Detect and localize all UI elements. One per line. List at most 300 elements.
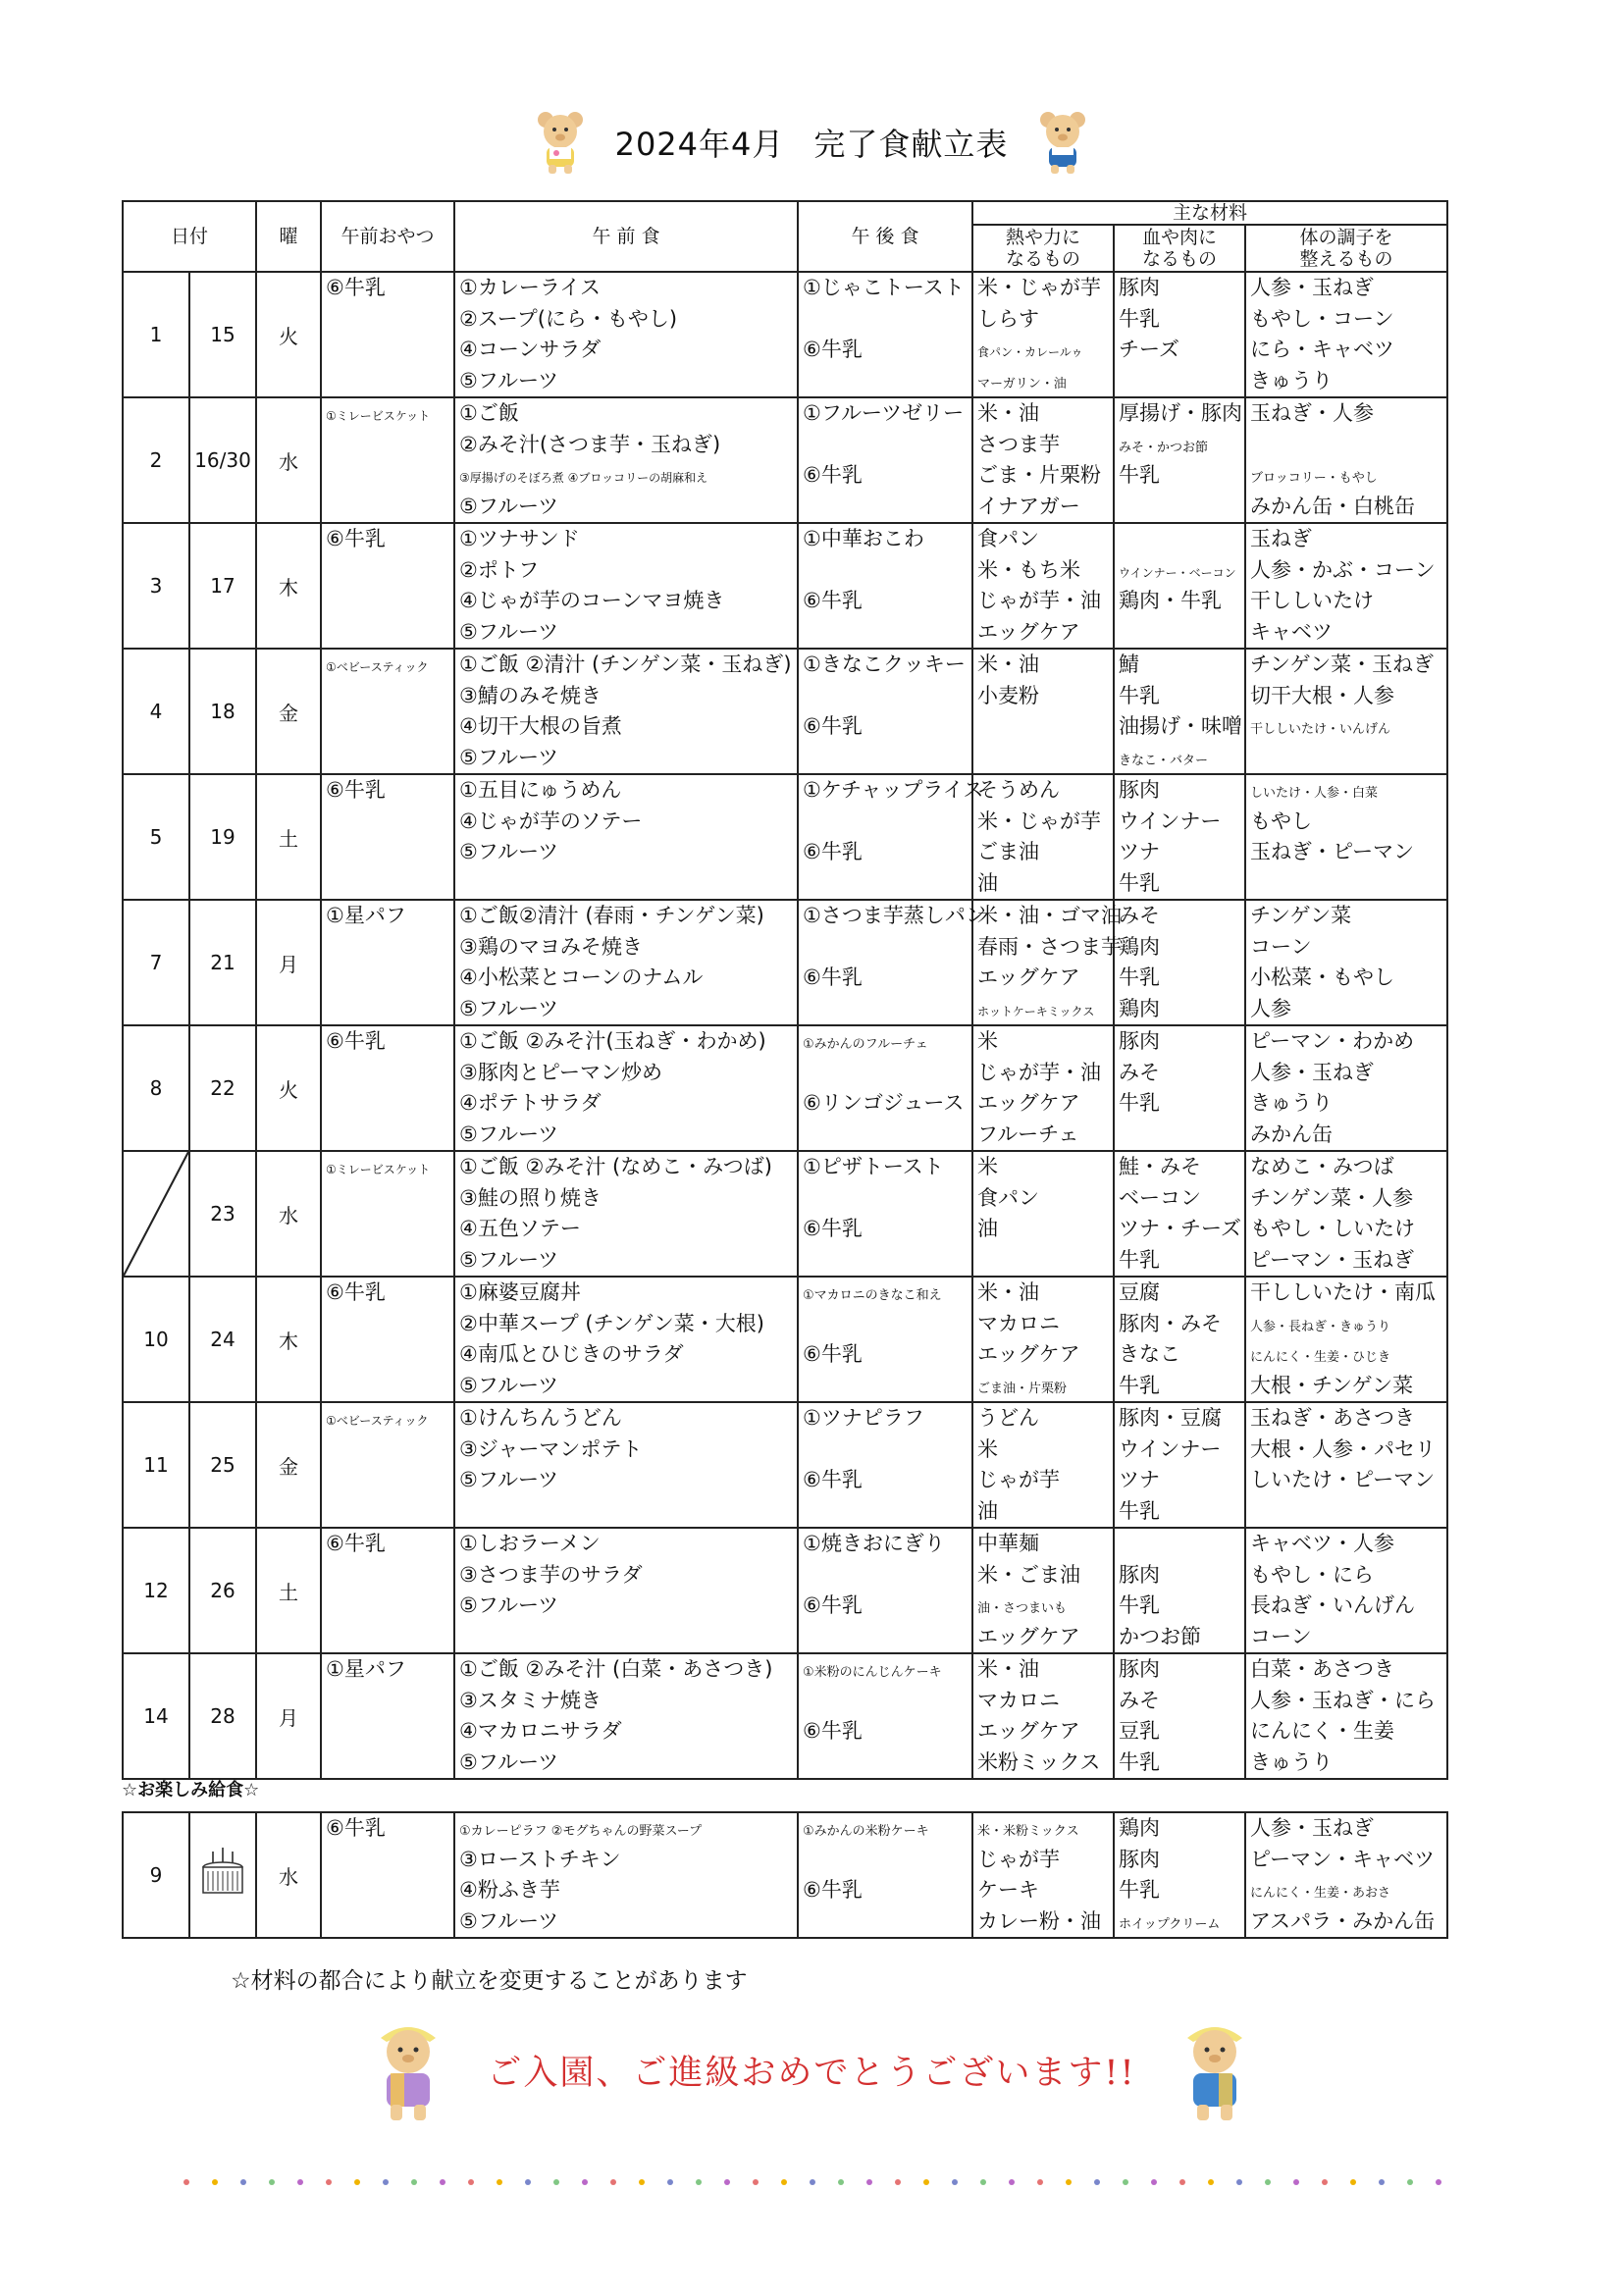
row-pm-meal: [798, 272, 972, 397]
decorative-dot: [895, 2179, 901, 2185]
cell-line: [803, 1435, 968, 1466]
cell-line: 干ししいたけ・いんげん: [1250, 722, 1391, 737]
cell-line: [1119, 617, 1240, 649]
cell-line: 米・ごま油: [977, 1562, 1081, 1587]
cell-line: ⑥牛乳: [803, 1878, 863, 1902]
cell-line: ③豚肉とピーマン炒め: [459, 1060, 663, 1084]
cell-line: 長ねぎ・いんげん: [1250, 1593, 1416, 1617]
row-body: [1245, 1151, 1447, 1277]
row-am-meal: [454, 900, 798, 1025]
decorative-dot: [1179, 2179, 1185, 2185]
cell-line: ウインナー・ベーコン: [1119, 565, 1236, 580]
row-weekday: 水: [256, 397, 321, 523]
cell-line: ホイップクリーム: [1119, 1916, 1221, 1932]
row-number: 14: [123, 1653, 189, 1779]
cell-line: 米粉ミックス: [977, 1749, 1101, 1774]
cell-line: ⑥牛乳: [326, 276, 386, 299]
cell-line: [803, 1183, 968, 1215]
menu-table: [122, 200, 1448, 1780]
cell-line: [1119, 524, 1240, 555]
header-am-meal: 午 前 食: [454, 201, 798, 272]
cell-line: [803, 681, 968, 712]
cell-line: ①カレーライス: [459, 276, 602, 299]
cell-line: 牛乳: [1119, 463, 1161, 487]
cell-line: 鮭・みそ: [1119, 1155, 1202, 1178]
row-blood: [1114, 523, 1245, 649]
cell-line: もやし・にら: [1250, 1562, 1375, 1587]
row-date: 28: [189, 1653, 256, 1779]
row-blood: [1114, 272, 1245, 397]
cell-line: 牛乳: [1119, 965, 1161, 989]
header-date: 日付: [123, 201, 256, 272]
decorative-dot-border: [177, 2176, 1452, 2188]
cell-line: [1119, 366, 1240, 397]
cell-line: 豚肉: [1119, 1029, 1161, 1053]
decorative-dot: [1436, 2179, 1441, 2185]
decorative-dot: [468, 2179, 474, 2185]
cell-line: 豚肉: [1119, 276, 1161, 299]
cell-line: ⑥牛乳: [326, 1280, 386, 1304]
decorative-dot: [411, 2179, 417, 2185]
row-weekday: 木: [256, 523, 321, 649]
special-blood: [1114, 1812, 1245, 1938]
cell-line: 牛乳: [1119, 1091, 1161, 1115]
cell-line: エッグケア: [977, 619, 1080, 644]
cell-line: 干ししいたけ: [1250, 589, 1375, 612]
row-energy: [972, 1151, 1114, 1277]
decorative-dot: [383, 2179, 389, 2185]
row-energy: [972, 523, 1114, 649]
row-weekday: 火: [256, 1025, 321, 1151]
cell-line: ⑥牛乳: [803, 840, 863, 863]
cell-line: ①中華おこわ: [803, 527, 924, 550]
cell-line: ピーマン・わかめ: [1250, 1029, 1415, 1053]
page-title: [615, 120, 1009, 165]
cell-line: 玉ねぎ: [1250, 527, 1313, 550]
decorative-dot: [1066, 2179, 1072, 2185]
row-energy: [972, 272, 1114, 397]
cell-line: 牛乳: [1119, 306, 1161, 331]
cell-line: ツナ: [1119, 1468, 1161, 1491]
cell-line: [803, 1309, 968, 1340]
decorative-dot: [781, 2179, 787, 2185]
row-weekday: 土: [256, 1528, 321, 1653]
cell-line: ①ピザトースト: [803, 1155, 944, 1178]
decorative-dot: [1094, 2179, 1100, 2185]
cell-line: 鶏肉: [1119, 934, 1161, 959]
cell-line: 人参・かぶ・コーン: [1250, 557, 1436, 582]
decorative-dot: [1208, 2179, 1214, 2185]
cell-line: ①さつま芋蒸しパン: [803, 904, 986, 927]
cell-line: きなこ: [1119, 1342, 1181, 1366]
cell-line: ①じゃこトースト: [803, 276, 965, 299]
row-number: 1: [123, 272, 189, 397]
teddy-bear-icon: [533, 110, 588, 175]
cell-line: 鯖: [1119, 652, 1140, 676]
cell-line: ⑥牛乳: [803, 1342, 863, 1366]
special-lunch-table: [122, 1811, 1448, 1939]
cell-line: ①星パフ: [326, 1657, 406, 1681]
cell-line: ①ご飯 ②みそ汁(玉ねぎ・わかめ): [459, 1029, 766, 1053]
row-date: 25: [189, 1402, 256, 1528]
cell-line: エッグケア: [977, 1624, 1080, 1648]
header-body: 体の調子を 整えるもの: [1245, 225, 1447, 272]
cell-line: ②みそ汁(さつま芋・玉ねぎ): [459, 432, 721, 456]
cell-line: さつま芋: [977, 432, 1061, 456]
cell-line: チーズ: [1119, 338, 1179, 361]
cell-line: 米・油: [977, 401, 1040, 425]
cell-line: ②中華スープ (チンゲン菜・大根): [459, 1311, 764, 1335]
cell-line: なめこ・みつば: [1250, 1155, 1394, 1178]
cell-line: うどん: [977, 1406, 1040, 1430]
row-date: 15: [189, 272, 256, 397]
cell-line: [1119, 1120, 1240, 1151]
decorative-dot: [838, 2179, 844, 2185]
cell-line: じゃが芋・油: [977, 1060, 1102, 1084]
cell-line: ⑥牛乳: [326, 1816, 386, 1840]
cell-line: [977, 743, 1109, 774]
row-am-snack: [321, 1653, 454, 1779]
cell-line: 食パン・カレールゥ: [977, 345, 1083, 359]
cell-line: [1250, 430, 1442, 461]
cell-line: ④小松菜とコーンのナムル: [459, 965, 704, 989]
row-am-meal: [454, 523, 798, 649]
decorative-dot: [326, 2179, 332, 2185]
decorative-dot: [696, 2179, 702, 2185]
cell-line: みかん缶: [1250, 1122, 1334, 1146]
cell-line: 人参: [1250, 996, 1292, 1020]
cell-line: みそ・かつお節: [1119, 440, 1209, 455]
cell-line: コーン: [1250, 934, 1312, 959]
menu-row: [123, 1653, 1447, 1779]
cell-line: 油: [977, 1217, 999, 1240]
cell-line: ①ケチャップライス: [803, 778, 984, 802]
header-energy: 熱や力に なるもの: [972, 225, 1114, 272]
cell-line: [803, 1560, 968, 1592]
row-am-meal: [454, 774, 798, 900]
row-blood: [1114, 1151, 1245, 1277]
diagonal-slash: [124, 1152, 188, 1276]
row-weekday: 水: [256, 1151, 321, 1277]
row-number: 12: [123, 1528, 189, 1653]
cell-line: 食パン: [977, 527, 1040, 550]
cell-line: 牛乳: [1119, 1498, 1161, 1523]
cell-line: ①ベビースティック: [326, 1414, 429, 1428]
row-pm-meal: [798, 1528, 972, 1653]
cell-line: ⑤フルーツ: [459, 1247, 559, 1272]
cell-line: 玉ねぎ・あさつき: [1250, 1406, 1416, 1430]
cell-line: ①ミレービスケット: [326, 409, 431, 423]
cell-line: [977, 711, 1109, 743]
row-blood: [1114, 1025, 1245, 1151]
cell-line: ①ご飯 ②みそ汁 (白菜・あさつき): [459, 1657, 773, 1681]
row-am-meal: [454, 1528, 798, 1653]
cell-line: ⑤フルーツ: [459, 494, 559, 518]
cell-line: [803, 1906, 968, 1938]
cell-line: カレー粉・油: [977, 1908, 1101, 1933]
row-energy: [972, 1528, 1114, 1653]
cell-line: 米・もち米: [977, 557, 1081, 582]
cell-line: ③鶏のマヨみそ焼き: [459, 934, 643, 959]
cell-line: もやし・コーン: [1250, 306, 1394, 331]
row-body: [1245, 397, 1447, 523]
cell-line: じゃが芋: [977, 1468, 1061, 1491]
row-date: 23: [189, 1151, 256, 1277]
cell-line: ①麻婆豆腐丼: [459, 1280, 581, 1304]
header-pm-meal: 午 後 食: [798, 201, 972, 272]
row-blood: [1114, 397, 1245, 523]
cell-line: [803, 868, 968, 900]
row-energy: [972, 1277, 1114, 1402]
row-am-meal: [454, 397, 798, 523]
cell-line: 油揚げ・味噌: [1119, 714, 1243, 738]
row-am-meal: [454, 649, 798, 774]
row-energy: [972, 774, 1114, 900]
cell-line: ツナ・チーズ: [1119, 1217, 1241, 1240]
row-body: [1245, 1402, 1447, 1528]
cell-line: ④五色ソテー: [459, 1217, 581, 1240]
row-number: 8: [123, 1025, 189, 1151]
cell-line: マカロニ: [977, 1311, 1061, 1335]
decorative-dot: [183, 2179, 189, 2185]
cell-line: 切干大根・人参: [1250, 683, 1395, 707]
menu-row: [123, 1402, 1447, 1528]
cell-line: [803, 1845, 968, 1876]
row-pm-meal: [798, 774, 984, 900]
cell-line: [803, 492, 968, 523]
menu-row: [123, 774, 1447, 900]
decorative-dot: [1009, 2179, 1015, 2185]
row-pm-meal: [798, 900, 986, 1025]
decorative-dot: [639, 2179, 645, 2185]
row-pm-meal: [798, 397, 972, 523]
row-number: 4: [123, 649, 189, 774]
cell-line: 厚揚げ・豚肉: [1119, 401, 1243, 425]
cell-line: 人参・玉ねぎ: [1250, 276, 1375, 299]
cell-line: ⑥牛乳: [326, 527, 386, 550]
row-weekday: 月: [256, 1653, 321, 1779]
cell-line: ⑥牛乳: [803, 1468, 863, 1491]
special-no: 9: [123, 1812, 189, 1938]
cell-line: 牛乳: [1119, 1247, 1161, 1272]
cell-line: [803, 1371, 968, 1402]
menu-row: [123, 649, 1447, 774]
cell-line: ⑥牛乳: [803, 589, 863, 612]
cell-line: みそ: [1119, 1688, 1161, 1712]
row-pm-meal: [798, 649, 972, 774]
teddy-bear-icon: [1035, 110, 1090, 175]
special-snack: [321, 1812, 454, 1938]
cell-line: ④南瓜とひじきのサラダ: [459, 1342, 684, 1366]
decorative-dot: [1151, 2179, 1157, 2185]
cell-line: [803, 1748, 968, 1779]
decorative-dot: [240, 2179, 246, 2185]
row-pm-meal: [798, 1277, 972, 1402]
cell-line: しらす: [977, 306, 1040, 331]
row-body: [1245, 1653, 1447, 1779]
cell-line: ⑤フルーツ: [459, 996, 559, 1020]
cell-line: ①マカロニのきなこ和え: [803, 1288, 942, 1303]
row-energy: [972, 649, 1114, 774]
cell-line: ケーキ: [977, 1878, 1039, 1902]
cell-line: ①きなこクッキー: [803, 652, 966, 676]
cell-line: [803, 743, 968, 774]
cell-line: にんにく・生姜・ひじき: [1250, 1350, 1391, 1365]
row-blood: [1114, 1402, 1245, 1528]
cell-line: ①星パフ: [326, 904, 406, 927]
menu-row: [123, 1528, 1447, 1653]
cell-line: きゅうり: [1250, 1091, 1334, 1115]
special-row: [123, 1812, 1447, 1938]
row-number: [123, 1151, 189, 1277]
cell-line: ⑤フルーツ: [459, 619, 559, 644]
menu-row: [123, 523, 1447, 649]
cell-line: 豆腐: [1119, 1280, 1161, 1304]
cell-line: ⑥牛乳: [326, 1029, 386, 1053]
cell-line: 玉ねぎ・人参: [1250, 401, 1375, 425]
decorative-dot: [1322, 2179, 1328, 2185]
cell-line: ①みかんのフルーチェ: [803, 1037, 928, 1052]
cell-line: きなこ・バター: [1119, 753, 1209, 768]
cell-line: ③鯖のみそ焼き: [459, 683, 602, 707]
row-weekday: 火: [256, 272, 321, 397]
cell-line: ④じゃが芋のコーンマヨ焼き: [459, 589, 725, 612]
cell-line: 牛乳: [1119, 1749, 1161, 1774]
cell-line: 豚肉・みそ: [1119, 1311, 1223, 1335]
row-number: 5: [123, 774, 189, 900]
cell-line: ③ローストチキン: [459, 1847, 621, 1871]
cell-line: 牛乳: [1119, 1593, 1161, 1617]
cell-line: エッグケア: [977, 1342, 1080, 1366]
birthday-cake-icon: [198, 1846, 247, 1901]
cell-line: ①ご飯②清汁 (春雨・チンゲン菜): [459, 904, 764, 927]
cell-line: ⑥牛乳: [326, 1532, 386, 1555]
cell-line: 小麦粉: [977, 683, 1040, 707]
cell-line: ⑤フルーツ: [459, 1122, 559, 1146]
row-energy: [972, 397, 1114, 523]
cell-line: ②スープ(にら・もやし): [459, 306, 678, 331]
cell-line: [1119, 492, 1240, 523]
cell-line: ①けんちんうどん: [459, 1406, 622, 1430]
row-pm-meal: [798, 1402, 972, 1528]
cell-line: ⑥牛乳: [803, 463, 863, 487]
row-energy: [972, 1025, 1114, 1151]
cell-line: 米・米粉ミックス: [977, 1824, 1079, 1839]
decorative-dot: [667, 2179, 673, 2185]
menu-row: [123, 272, 1447, 397]
row-energy: [972, 1653, 1114, 1779]
teddy-bear-icon: [369, 2016, 447, 2124]
congrats-message: ご入園、ご進級おめでとうございます!!: [487, 2054, 1136, 2093]
row-am-meal: [454, 1025, 798, 1151]
cell-line: ④じゃが芋のソテー: [459, 809, 643, 833]
decorative-dot: [1407, 2179, 1413, 2185]
change-note: ☆材料の都合により献立を変更することがあります: [231, 1968, 748, 1994]
cell-line: コーン: [1250, 1624, 1312, 1648]
cell-line: ⑥牛乳: [326, 778, 386, 802]
cell-line: にら・キャベツ: [1250, 338, 1395, 361]
decorative-dot: [440, 2179, 445, 2185]
decorative-dot: [1265, 2179, 1271, 2185]
cell-line: [977, 1245, 1109, 1277]
row-am-meal: [454, 1402, 798, 1528]
cell-line: じゃが芋・油: [977, 589, 1102, 612]
cell-line: 牛乳: [1119, 1373, 1161, 1397]
cell-line: [803, 617, 968, 649]
row-blood: [1114, 1528, 1245, 1653]
cell-line: 牛乳: [1119, 683, 1161, 707]
cell-line: 食パン: [977, 1185, 1040, 1210]
cell-line: にんにく・生姜・あおさ: [1250, 1886, 1391, 1901]
row-energy: [972, 900, 1123, 1025]
row-number: 7: [123, 900, 189, 1025]
menu-row: [123, 397, 1447, 523]
cell-line: ⑤フルーツ: [459, 840, 559, 863]
teddy-bear-icon: [1176, 2016, 1254, 2124]
cell-line: 油: [977, 870, 999, 895]
cell-line: [1250, 868, 1442, 900]
cell-line: 中華麺: [977, 1532, 1040, 1555]
header-weekday: 曜: [256, 201, 321, 272]
cell-line: ウインナー: [1119, 809, 1222, 833]
cell-line: ⑥リンゴジュース: [803, 1091, 965, 1115]
menu-row: [123, 1025, 1447, 1151]
cell-line: 小松菜・もやし: [1250, 965, 1395, 989]
menu-row: [123, 1151, 1447, 1277]
cell-line: ⑥牛乳: [803, 1593, 863, 1617]
row-blood: [1114, 1653, 1245, 1779]
cell-line: 大根・チンゲン菜: [1250, 1373, 1414, 1397]
cell-line: ピーマン・玉ねぎ: [1250, 1247, 1415, 1272]
cell-line: マーガリン・油: [977, 376, 1067, 391]
cell-line: [1250, 1496, 1442, 1528]
row-am-meal: [454, 272, 798, 397]
decorative-dot: [269, 2179, 275, 2185]
row-weekday: 金: [256, 649, 321, 774]
row-pm-meal: [798, 1653, 972, 1779]
cell-line: 豚肉・豆腐: [1119, 1406, 1223, 1430]
header-main-materials: 主な材料: [972, 201, 1447, 225]
cell-line: しいたけ・ピーマン: [1250, 1468, 1436, 1491]
cell-line: ①ツナピラフ: [803, 1406, 924, 1430]
cell-line: ③厚揚げのそぼろ煮 ④ブロッコリーの胡麻和え: [459, 471, 708, 485]
row-blood: [1114, 774, 1245, 900]
row-date: 16/30: [189, 397, 256, 523]
decorative-dot: [753, 2179, 759, 2185]
decorative-dot: [1293, 2179, 1299, 2185]
row-energy: [972, 1402, 1114, 1528]
cell-line: 人参・玉ねぎ: [1250, 1060, 1375, 1084]
cell-line: 豆乳: [1119, 1719, 1161, 1743]
row-blood: [1114, 649, 1245, 774]
special-body: [1245, 1812, 1447, 1938]
cell-line: ③さつま芋のサラダ: [459, 1562, 643, 1587]
row-body: [1245, 649, 1447, 774]
cell-line: もやし・しいたけ: [1250, 1217, 1416, 1240]
row-number: 2: [123, 397, 189, 523]
cell-line: 玉ねぎ・ピーマン: [1250, 840, 1415, 863]
decorative-dot: [952, 2179, 958, 2185]
row-am-snack: [321, 523, 454, 649]
cell-line: 人参・玉ねぎ・にら: [1250, 1688, 1437, 1712]
cell-line: ③鮭の照り焼き: [459, 1185, 602, 1210]
cell-line: [459, 868, 793, 900]
decorative-dot: [1379, 2179, 1385, 2185]
cell-line: ④ポテトサラダ: [459, 1091, 602, 1115]
header-am-snack: 午前おやつ: [321, 201, 454, 272]
cell-line: 米: [977, 1029, 999, 1053]
cell-line: [1119, 1529, 1240, 1560]
